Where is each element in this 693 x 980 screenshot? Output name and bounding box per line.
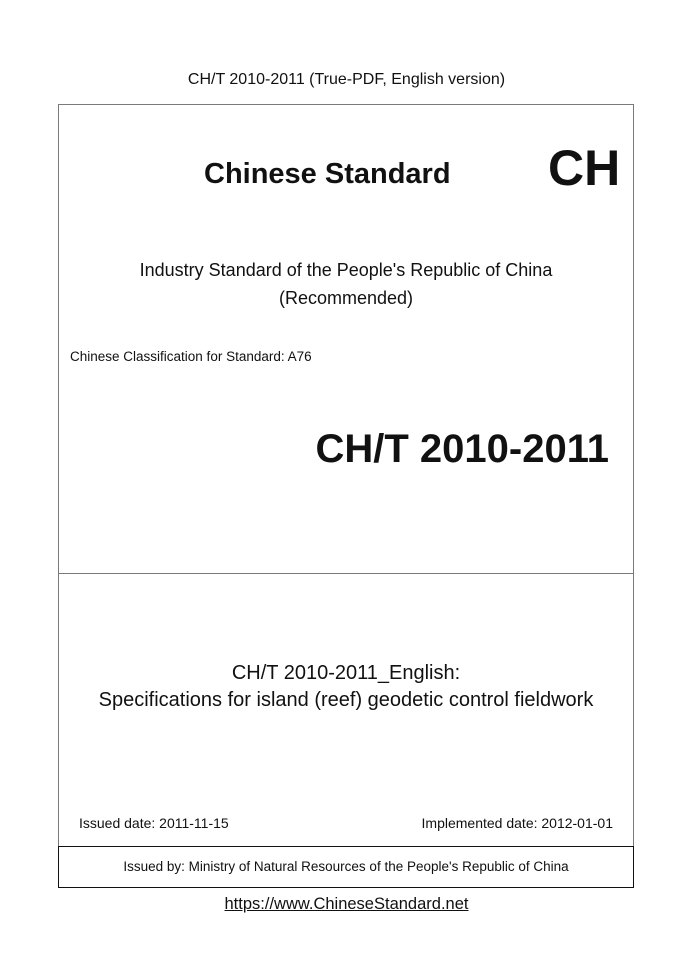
standard-number: CH/T 2010-2011: [315, 427, 609, 471]
footer: [0, 893, 693, 915]
document-title: Specifications for island (reef) geodetic control fieldwork: [98, 689, 594, 711]
issuer-box: [58, 846, 634, 888]
website-link[interactable]: https://www.ChineseStandard.net: [224, 895, 469, 913]
standard-type-title: Chinese Standard: [204, 158, 451, 190]
standard-mark-logo: CH: [548, 140, 621, 196]
document-title-code: CH/T 2010-2011_English:: [231, 662, 461, 684]
issued-by-text: Issued by: Ministry of Natural Resources of the People's Republic of China: [123, 859, 569, 874]
implemented-date: Implemented date: 2012-01-01: [421, 815, 613, 831]
issued-date: Issued date: 2011-11-15: [79, 815, 229, 831]
running-header: CH/T 2010-2011 (True-PDF, English version): [187, 71, 506, 88]
industry-standard-line: Industry Standard of the People's Republic of China: [139, 260, 553, 280]
classification-code: Chinese Classification for Standard: A76: [70, 349, 312, 364]
recommended-label: (Recommended): [278, 288, 414, 308]
